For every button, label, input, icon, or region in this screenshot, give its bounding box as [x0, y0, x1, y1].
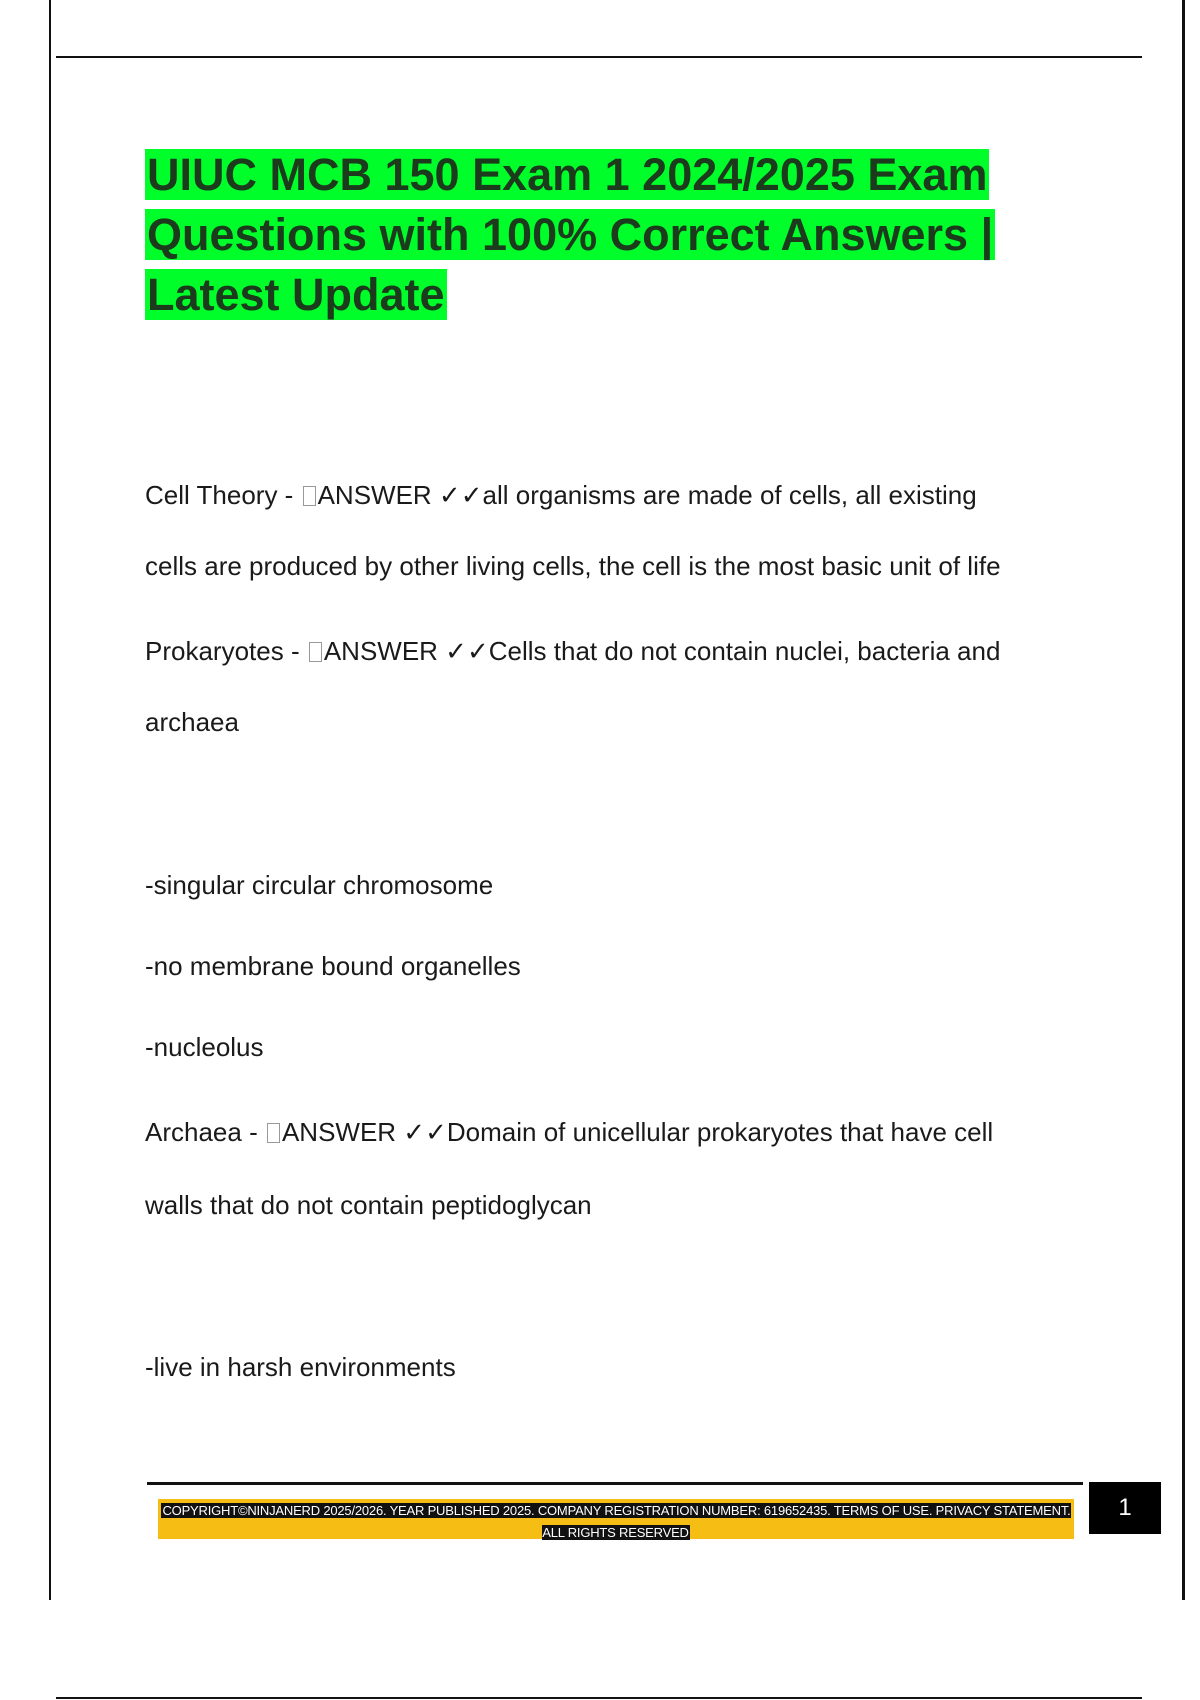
- entry-prokaryotes-line-2: archaea: [145, 707, 239, 737]
- title-highlight: UIUC MCB 150 Exam 1 2024/2025 Exam Questions with 100% Correct Answers | Latest Update: [147, 149, 994, 320]
- entry-archaea-line-1: [145, 1117, 993, 1148]
- answer-text: Domain of unicellular prokaryotes that have cell: [446, 1117, 994, 1147]
- document-title: [145, 145, 1075, 325]
- bullet-item: -singular circular chromosome: [145, 870, 494, 900]
- bullet-item: -nucleolus: [145, 1032, 264, 1062]
- missing-glyph-icon: [303, 486, 316, 506]
- entry-archaea-line-2: walls that do not contain peptidoglycan: [145, 1190, 592, 1220]
- entry-term: Cell Theory -: [145, 480, 301, 510]
- answer-label: ANSWER ✓✓: [281, 1117, 447, 1147]
- entry-cell-theory-line-2: cells are produced by other living cells, the cell is the most basic unit of life: [145, 551, 1001, 581]
- entry-term: Archaea -: [145, 1117, 265, 1147]
- entry-term: Prokaryotes -: [145, 636, 307, 666]
- entry-prokaryotes-line-1: [145, 636, 1000, 667]
- footer-copyright-text: COPYRIGHT©NINJANERD 2025/2026. YEAR PUBLISHED 2025. COMPANY REGISTRATION NUMBER: 619652435. TERMS OF USE. PRIVACY STATEMENT. ALL RIGHTS RESERVED: [162, 1503, 1071, 1540]
- footer-copyright: [158, 1500, 1074, 1544]
- answer-label: ANSWER ✓✓: [317, 480, 483, 510]
- page-number: 1: [1089, 1482, 1161, 1534]
- footer-rule: [147, 1482, 1083, 1485]
- bullet-item: -live in harsh environments: [145, 1352, 456, 1382]
- answer-text: Cells that do not contain nuclei, bacteria and: [488, 636, 1001, 666]
- answer-label: ANSWER ✓✓: [323, 636, 489, 666]
- header-rule: [56, 56, 1142, 58]
- entry-cell-theory-line-1: [145, 480, 977, 511]
- answer-text: all organisms are made of cells, all existing: [482, 480, 977, 510]
- bullet-item: -no membrane bound organelles: [145, 951, 521, 981]
- page-border-right: [1182, 0, 1185, 1600]
- missing-glyph-icon: [267, 1123, 280, 1143]
- missing-glyph-icon: [309, 642, 322, 662]
- page-border-left: [49, 0, 51, 1600]
- next-page-rule: [56, 1697, 1142, 1699]
